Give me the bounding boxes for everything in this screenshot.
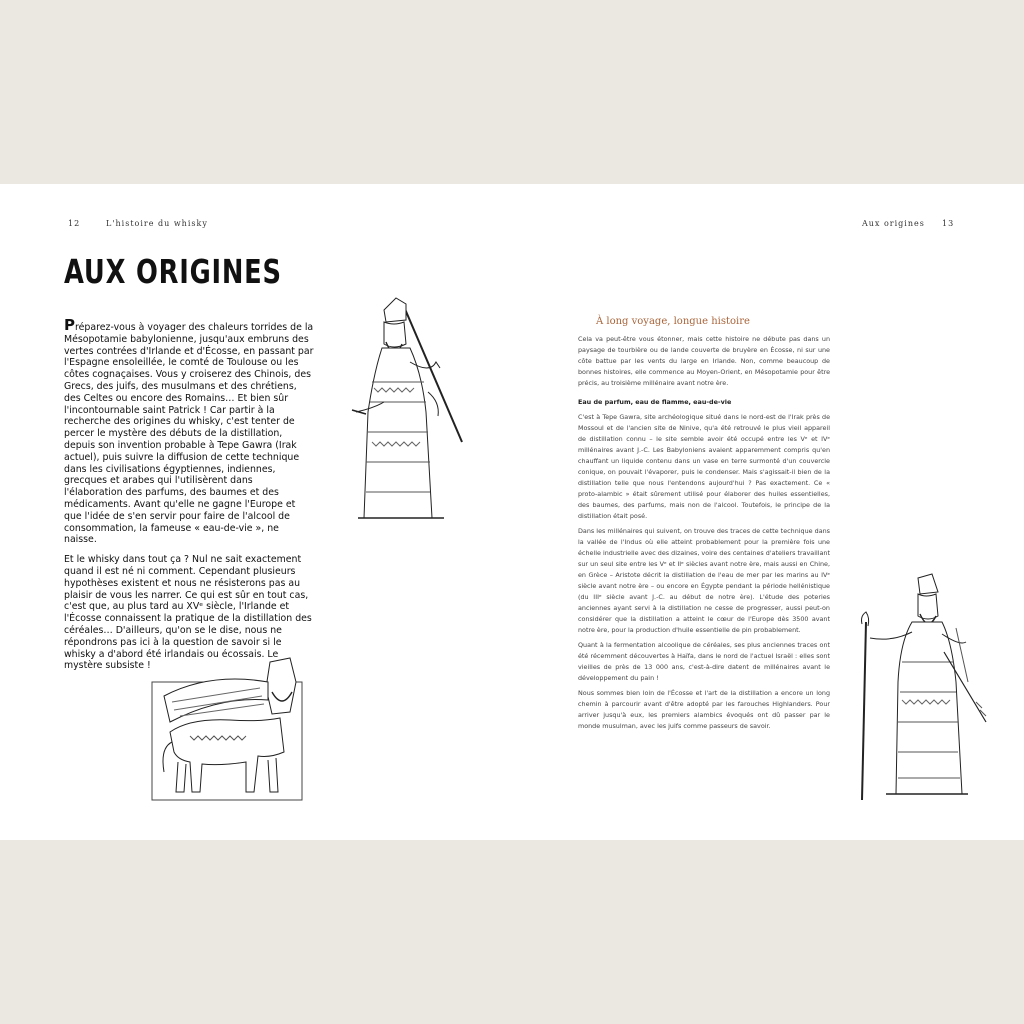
right-running-title: Aux origines	[862, 219, 925, 228]
intro-paragraph-1	[64, 316, 314, 546]
intro-paragraph-1-text: réparez-vous à voyager des chaleurs torrides de la Mésopotamie babylonienne, jusqu'aux embruns des vertes contrées d'Irlande et d'Écosse, en passant par l'Espagne ensoleillée, le comté de Toulouse ou les côtes cognaçaises. Vous y croiserez des Chinois, des Grecs, des juifs, des musulmans et des chrétiens, des Celtes ou encore des Romains… Et bien sûr l'incontournable saint Patrick ! Car partir à la recherche des origines du whisky, c'est tenter de percer le mystère des débuts de la distillation, depuis son invention probable à Tepe Gawra (Irak actuel), puis suivre la diffusion de cette technique dans les civilisations égyptiennes, indiennes, grecques et arabes qui l'utilisèrent dans l'élaboration des parfums, des baumes et des médicaments. Avant qu'elle ne gagne l'Europe et que l'idée de s'en servir pour faire de l'alcool de consommation, la fameuse « eau-de-vie », ne naisse.	[64, 322, 314, 546]
intro-paragraph-2: Et le whisky dans tout ça ? Nul ne sait exactement quand il est né ni comment. Cependant plusieurs hypothèses existent et nous ne résisterons pas au plaisir de vous les narrer. Ce qui est sûr en tout cas, c'est que, au plus tard au XVᵉ siècle, l'Irlande et l'Écosse connaissent la pratique de la distillation des céréales… D'ailleurs, qu'on se le dise, nous ne répondrons pas ici à la question de savoir si le whisky a d'abord été irlandais ou écossais. Le mystère subsiste !	[64, 554, 312, 672]
right-body-text	[578, 334, 830, 736]
page-title: AUX ORIGINES	[64, 252, 282, 291]
drop-cap: P	[64, 316, 75, 334]
right-paragraph-3: Dans les millénaires qui suivent, on trouve des traces de cette technique dans la vallée de l'Indus où elle atteint probablement pour la première fois une échelle industrielle avec des dizaines, voire des centaines d'ateliers travaillant sur un seul site entre les Vᵉ et IIᵉ siècles avant notre ère, mais aussi en Chine, en Grèce – Aristote décrit la distillation de l'eau de mer par les marins au IVᵉ siècle avant notre ère – ou encore en Égypte pendant la période hellénistique (du IIIᵉ siècle avant J.-C. au début de notre ère). L'étude des poteries anciennes ayant servi à la distillation ne cesse de progresser, aussi peut-on considérer que la distillation a atteint le cœur de l'Europe dès 3500 avant notre ère, pour la production d'huile essentielle de pin probablement.	[578, 527, 830, 634]
right-paragraph-1: Cela va peut-être vous étonner, mais cette histoire ne débute pas dans un paysage de tourbière ou de lande couverte de bruyère en Écosse, ni sur une côte battue par les vents du large en Irlande. Non, comme beaucoup de bonnes histoires, elle commence au Moyen-Orient, en Mésopotamie pour être précis, au troisième millénaire avant notre ère.	[578, 335, 830, 387]
right-page-number: 13	[942, 219, 955, 228]
right-paragraph-4: Quant à la fermentation alcoolique de céréales, ses plus anciennes traces ont été récemment découvertes à Haïfa, dans le nord de l'actuel Israël : elles sont vieilles de près de 13 000 ans, c'est-à-dire datent de millénaires avant le développement du pain !	[578, 641, 830, 682]
right-paragraph-5: Nous sommes bien loin de l'Écosse et l'art de la distillation a encore un long chemin à parcourir avant d'être adopté par les farouches Highlanders. Pour arriver jusqu'à eux, les premiers alambics évoqués ont dû passer par le monde musulman, avec les juifs comme passeurs de savoir.	[578, 689, 830, 730]
section-subtitle: À long voyage, longue histoire	[596, 316, 750, 327]
winged-bull-illustration	[150, 652, 306, 802]
assyrian-figure-illustration	[856, 572, 988, 804]
section-subheading: Eau de parfum, eau de flamme, eau-de-vie	[578, 398, 732, 406]
intro-text	[64, 316, 314, 680]
left-page-number: 12	[68, 219, 81, 228]
left-running-title: L'histoire du whisky	[106, 219, 208, 228]
assyrian-king-illustration	[344, 292, 464, 528]
right-paragraph-2: C'est à Tepe Gawra, site archéologique situé dans le nord-est de l'Irak près de Mossoul et de l'ancien site de Ninive, qu'a été retrouvé le plus vieil appareil de distillation connu – le site semble avoir été occupé entre les Vᵉ et IVᵉ millénaires avant J.-C. Les Babyloniens avaient apparemment compris qu'en chauffant un liquide contenu dans un vase en terre surmonté d'un couvercle conique, on pouvait l'évaporer, puis le condenser. Mais s'agissait-il bien de la distillation telle que nous l'entendons aujourd'hui ? Pas exactement. Ce « proto-alambic » était sûrement utilisé pour élaborer des huiles essentielles, des baumes, des parfums, mais non de l'alcool. Toutefois, le principe de la distillation était posé.	[578, 413, 830, 520]
